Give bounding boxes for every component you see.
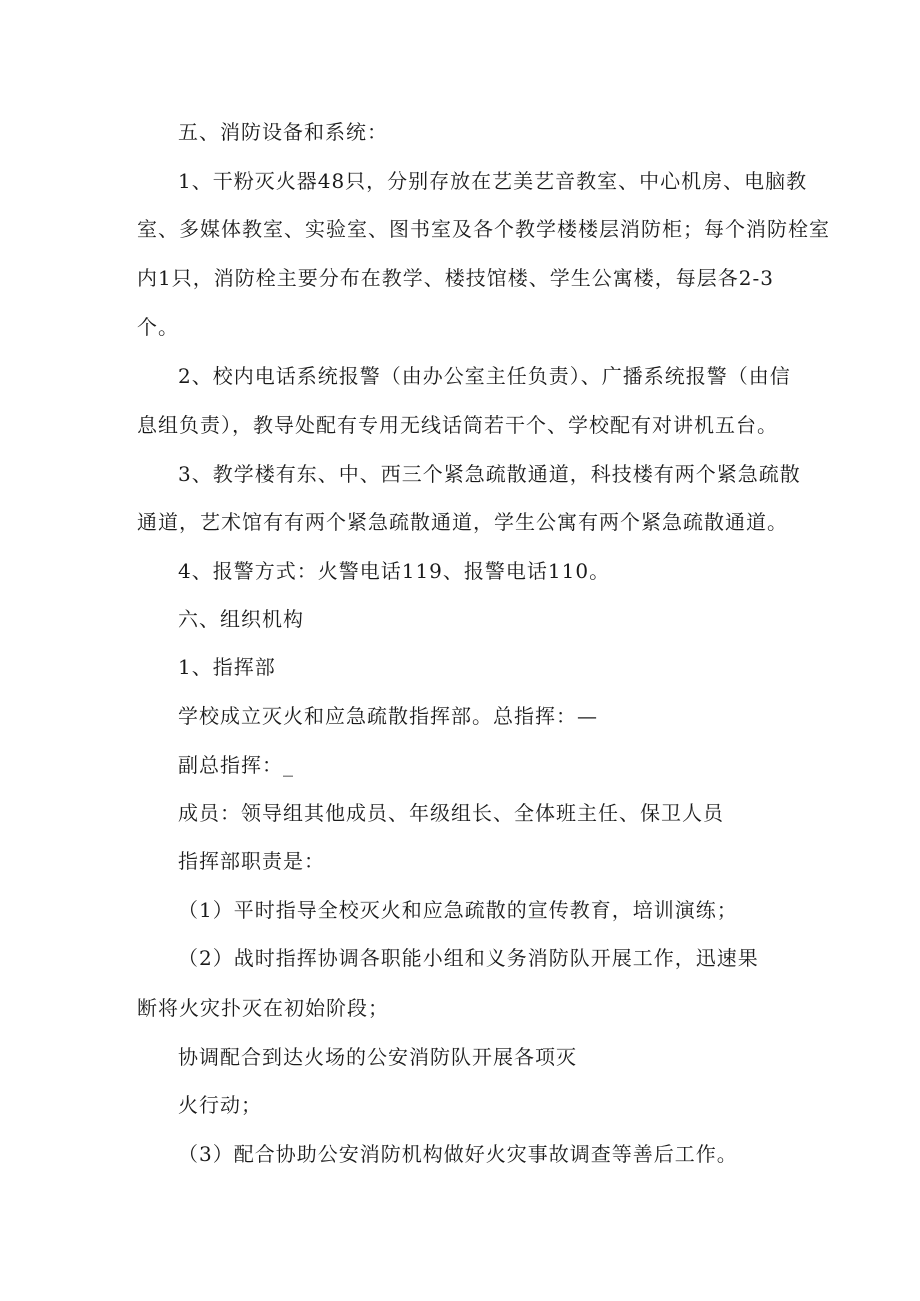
paragraph-line: 副总指挥：_ [178, 753, 294, 777]
paragraph-line: 成员：领导组其他成员、年级组长、全体班主任、保卫人员 [178, 801, 724, 825]
paragraph-line: 1、干粉灭火器48只，分别存放在艺美艺音教室、中心机房、电脑教 [178, 169, 808, 193]
paragraph-line: 息组负责），教导处配有专用无线话筒若干个、学校配有对讲机五台。 [137, 413, 778, 437]
list-item: （1）平时指导全校灭火和应急疏散的宣传教育，培训演练； [178, 898, 738, 922]
paragraph-line: 火行动； [178, 1093, 262, 1117]
paragraph-line: 个。 [137, 315, 179, 339]
subheading-command: 1、指挥部 [178, 655, 276, 679]
paragraph-line: 通道，艺术馆有有两个紧急疏散通道，学生公寓有两个紧急疏散通道。 [137, 510, 788, 534]
paragraph-line: 协调配合到达火场的公安消防队开展各项灭 [178, 1045, 577, 1069]
paragraph-line: 室、多媒体教室、实验室、图书室及各个教学楼楼层消防柜；每个消防栓室 [137, 217, 830, 241]
list-item: （3）配合协助公安消防机构做好火灾事故调查等善后工作。 [178, 1142, 738, 1166]
paragraph-line: 指挥部职责是： [178, 849, 325, 873]
paragraph-line: 断将火灾扑灭在初始阶段； [137, 996, 389, 1020]
paragraph-line: 4、报警方式：火警电话119、报警电话110。 [178, 559, 611, 583]
paragraph-line: 学校成立灭火和应急疏散指挥部。总指挥：— [178, 704, 598, 728]
heading-organization: 六、组织机构 [178, 607, 304, 631]
paragraph-line: 3、教学楼有东、中、西三个紧急疏散通道，科技楼有两个紧急疏散 [178, 462, 801, 486]
list-item: （2）战时指挥协调各职能小组和义务消防队开展工作，迅速果 [178, 946, 759, 970]
paragraph-line: 内1只，消防栓主要分布在教学、楼技馆楼、学生公寓楼，每层各2-3 [137, 266, 774, 290]
heading-fire-equipment: 五、消防设备和系统： [178, 120, 388, 144]
paragraph-line: 2、校内电话系统报警（由办公室主任负责）、广播系统报警（由信 [178, 364, 791, 388]
